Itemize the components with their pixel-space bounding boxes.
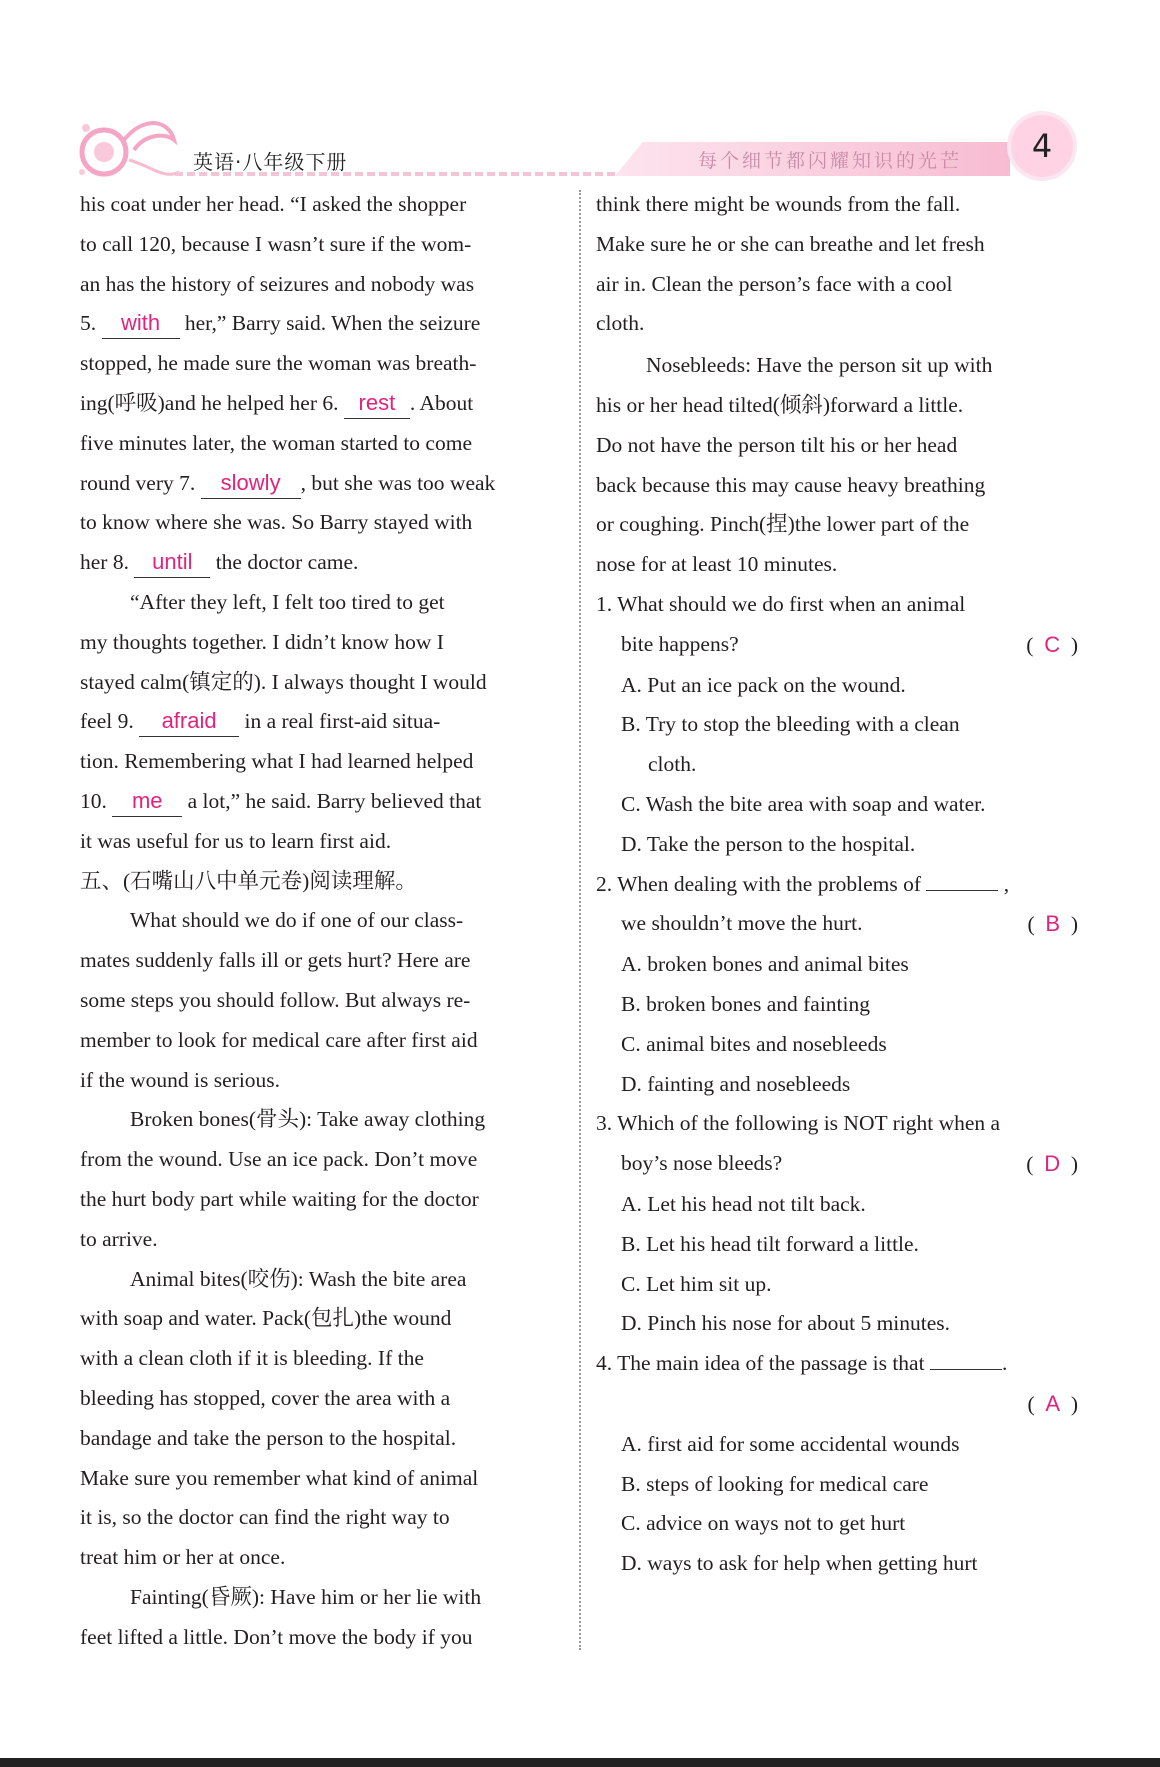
text-line: with a clean cloth if it is bleeding. If the [80,1346,424,1371]
text-line [80,384,562,424]
option: D. fainting and nosebleeds [621,1071,851,1096]
text-segment: round very 7. [80,470,196,495]
text-line: back because this may cause heavy breathing [596,472,986,497]
answer-paren: ( C ) [1026,631,1078,657]
text-line: Make sure you remember what kind of animal [80,1465,479,1490]
text-line: an has the history of seizures and nobody was [80,271,475,296]
option: cloth. [648,752,697,777]
blank-answer-10: me [112,786,182,817]
text-line: if the wound is serious. [80,1067,281,1092]
question-stem: 3. Which of the following is NOT right when a [596,1111,1001,1136]
text-line: stayed calm(镇定的). I always thought I would [80,669,487,694]
section-heading: 五、(石嘴山八中单元卷)阅读理解。 [80,868,417,893]
blank [930,1369,1002,1370]
text-line: Fainting(昏厥): Have him or her lie with [130,1584,482,1609]
text-line: stopped, he made sure the woman was breath- [80,351,477,376]
option: B. Let his head tilt forward a little. [621,1231,919,1256]
option: D. Take the person to the hospital. [621,831,916,856]
option: D. Pinch his nose for about 5 minutes. [621,1311,951,1336]
option: C. Wash the bite area with soap and water. [621,791,986,816]
text-line [80,702,562,742]
answer-choice: B [1045,911,1061,937]
text-line [80,464,562,504]
text-line: think there might be wounds from the fall. [596,192,961,216]
text-line: it is, so the doctor can find the right way to [80,1505,450,1530]
reading-animal-bites [80,1260,562,1578]
text-line: Do not have the person tilt his or her head [596,432,958,457]
text-line: air in. Clean the person’s face with a cool [596,271,953,296]
text-segment: a lot,” he said. Barry believed that [187,788,482,813]
text-segment: , but she was too weak [300,470,496,495]
text-segment: . About [409,390,474,415]
answer-paren: ( A ) [1027,1390,1078,1416]
story-paragraph-1 [80,185,562,583]
column-divider [579,190,581,1650]
bottom-edge-bar [0,1758,1160,1767]
blank-answer-6: rest [344,388,410,419]
text-line: his coat under her head. “I asked the shopper [80,192,467,216]
option: D. ways to ask for help when getting hurt [621,1551,978,1576]
text-line: What should we do if one of our class- [130,908,464,933]
right-column [596,185,1080,1584]
text-line: nose for at least 10 minutes. [596,552,838,577]
text-line: bleeding has stopped, cover the area with a [80,1385,451,1410]
option: A. broken bones and animal bites [621,952,909,977]
text-line: tion. Remembering what I had learned helped [80,749,474,774]
question-4 [596,1344,1080,1584]
text-segment: the doctor came. [215,550,359,575]
answer-choice: C [1044,631,1061,657]
text-line: mates suddenly falls ill or gets hurt? Here are [80,948,471,973]
text-segment: her,” Barry said. When the seizure [184,311,481,336]
text-line: Animal bites(咬伤): Wash the bite area [130,1266,467,1291]
question-3 [596,1104,1080,1344]
blank-answer-8: until [134,547,210,578]
text-segment: 10. [80,788,107,813]
text-line: to arrive. [80,1226,158,1251]
question-stem: 1. What should we do first when an animal [596,591,966,616]
answer-choice: D [1044,1151,1061,1177]
question-text: 2. When dealing with the problems of [596,871,922,896]
blank-number: 5. [80,311,97,336]
reading-fainting [80,1578,562,1658]
question-text: 4. The main idea of the passage is that [596,1351,925,1376]
text-line: or coughing. Pinch(捏)the lower part of the [596,512,970,537]
option: B. steps of looking for medical care [621,1471,929,1496]
text-line: from the wound. Use an ice pack. Don’t move [80,1147,478,1172]
text-segment: her 8. [80,550,129,575]
text-line: to call 120, because I wasn’t sure if the wom- [80,231,472,256]
motto-text: 每个细节都闪耀知识的光芒 [697,150,962,172]
blank-answer-5: with [102,308,180,339]
text-line: to know where she was. So Barry stayed with [80,510,473,535]
option: C. animal bites and nosebleeds [621,1031,887,1056]
blank-answer-9: afraid [139,706,239,737]
question-stem: boy’s nose bleeds? [621,1151,783,1176]
page-number: 4 [1031,127,1053,165]
answer-paren: ( D ) [1026,1151,1078,1177]
option: C. Let him sit up. [621,1271,772,1296]
text-line: treat him or her at once. [80,1545,286,1570]
question-row [596,1144,1080,1185]
option: A. first aid for some accidental wounds [621,1431,960,1456]
option: A. Let his head not tilt back. [621,1191,866,1216]
text-segment: in a real first-aid situa- [244,709,441,734]
text-line: Broken bones(骨头): Take away clothing [130,1107,486,1132]
option: C. advice on ways not to get hurt [621,1511,906,1536]
question-stem: bite happens? [621,631,739,656]
text-segment: feel 9. [80,709,134,734]
text-line: his or her head tilted(倾斜)forward a little. [596,392,964,417]
question-stem: 2. When dealing with the problems of , [596,871,1010,896]
text-line: bandage and take the person to the hospital. [80,1425,457,1450]
left-column [80,185,562,1657]
question-1 [596,585,1080,865]
text-line: with soap and water. Pack(包扎)the wound [80,1306,452,1331]
question-stem: we shouldn’t move the hurt. [621,911,863,936]
text-line: some steps you should follow. But always re- [80,987,471,1012]
text-line: member to look for medical care after first aid [80,1027,478,1052]
text-line: it was useful for us to learn first aid. [80,828,392,853]
floral-ornament-icon [74,110,184,190]
text-segment: ing(呼吸)and he helped her 6. [80,390,339,415]
blank [926,890,998,891]
question-2 [596,865,1080,1105]
text-line: Nosebleeds: Have the person sit up with [646,353,993,378]
blank-answer-7: slowly [201,468,301,499]
text-line: feet lifted a little. Don’t move the body if you [80,1624,473,1649]
reading-broken-bones [80,1100,562,1259]
text-line: my thoughts together. I didn’t know how I [80,629,444,654]
text-line: Make sure he or she can breathe and let fresh [596,231,985,256]
question-stem: 4. The main idea of the passage is that . [596,1351,1008,1376]
header-dashed-divider [175,172,615,176]
question-row [596,904,1080,945]
option: B. Try to stop the bleeding with a clean [621,712,960,737]
book-title: 英语·八年级下册 [193,150,348,174]
question-row [596,625,1080,666]
story-paragraph-2 [80,583,562,862]
text-line: cloth. [596,311,645,336]
text-line: five minutes later, the woman started to come [80,430,472,455]
option: B. broken bones and fainting [621,991,870,1016]
reading-nosebleeds [596,346,1080,585]
text-line [80,782,562,822]
answer-choice: A [1045,1390,1061,1416]
text-line: “After they left, I felt too tired to get [130,589,445,614]
text-line: the hurt body part while waiting for the doctor [80,1186,479,1211]
reading-intro [80,901,562,1100]
text-line [80,304,562,344]
text-line [80,543,562,583]
answer-paren: ( B ) [1027,911,1078,937]
option: A. Put an ice pack on the wound. [621,672,906,697]
reading-fainting-cont [596,185,1080,344]
